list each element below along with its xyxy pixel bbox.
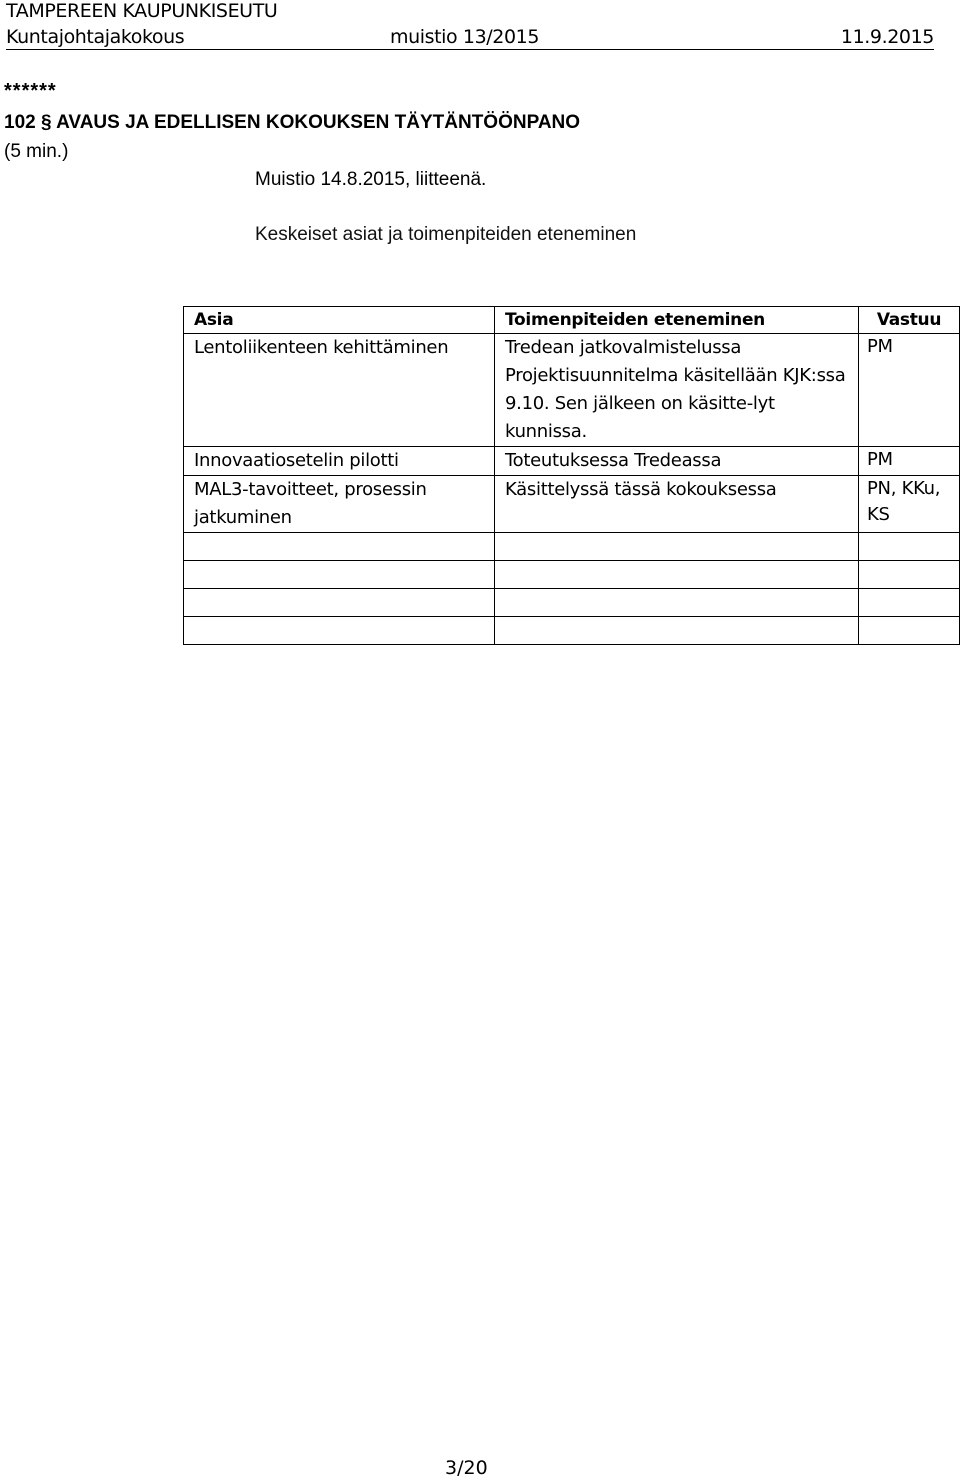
row-topic: Lentoliikenteen kehittäminen [184,334,495,447]
empty-table-row [184,589,960,617]
empty-cell [859,617,960,645]
row-topic: Innovaatiosetelin pilotti [184,447,495,476]
table-header-row [184,307,960,334]
row-topic: MAL3-tavoitteet, prosessin jatkuminen [184,476,495,533]
table-row [184,476,960,533]
empty-cell [184,617,495,645]
table-row [184,334,960,447]
row-responsible: PM [859,334,960,447]
agenda-item-title: 102 § AVAUS JA EDELLISEN KOKOUKSEN TÄYTÄNTÖÖNPANO [4,112,581,133]
empty-cell [495,561,859,589]
empty-cell [495,617,859,645]
row-progress: Käsittelyssä tässä kokouksessa [495,476,859,533]
empty-cell [495,533,859,561]
empty-cell [495,589,859,617]
table-heading: Keskeiset asiat ja toimenpiteiden eteneminen [255,224,637,245]
empty-cell [859,533,960,561]
empty-cell [184,561,495,589]
column-header-progress: Toimenpiteiden eteneminen [495,307,859,334]
organization-name: TAMPEREEN KAUPUNKISEUTU [6,0,278,22]
document-header [6,25,934,50]
empty-table-row [184,561,960,589]
page-number: 3/20 [445,1457,488,1479]
meeting-name: Kuntajohtajakokous [6,26,185,48]
memo-number: muistio 13/2015 [390,26,540,48]
meeting-date: 11.9.2015 [840,26,934,48]
column-header-topic: Asia [184,307,495,334]
row-responsible: PN, KKu, KS [859,476,960,533]
row-responsible: PM [859,447,960,476]
minutes-reference: Muistio 14.8.2015, liitteenä. [255,169,487,190]
row-progress: Toteutuksessa Tredeassa [495,447,859,476]
agenda-item-duration: (5 min.) [4,141,69,162]
empty-table-row [184,533,960,561]
table-row [184,447,960,476]
action-items-table [183,306,960,645]
empty-cell [184,533,495,561]
empty-cell [859,561,960,589]
empty-cell [184,589,495,617]
row-progress: Tredean jatkovalmistelussa Projektisuunnitelma käsitellään KJK:ssa 9.10. Sen jälkeen on käsitte-lyt kunnissa. [495,334,859,447]
section-separator: ****** [4,80,57,102]
empty-table-row [184,617,960,645]
column-header-responsible: Vastuu [859,307,960,334]
empty-cell [859,589,960,617]
